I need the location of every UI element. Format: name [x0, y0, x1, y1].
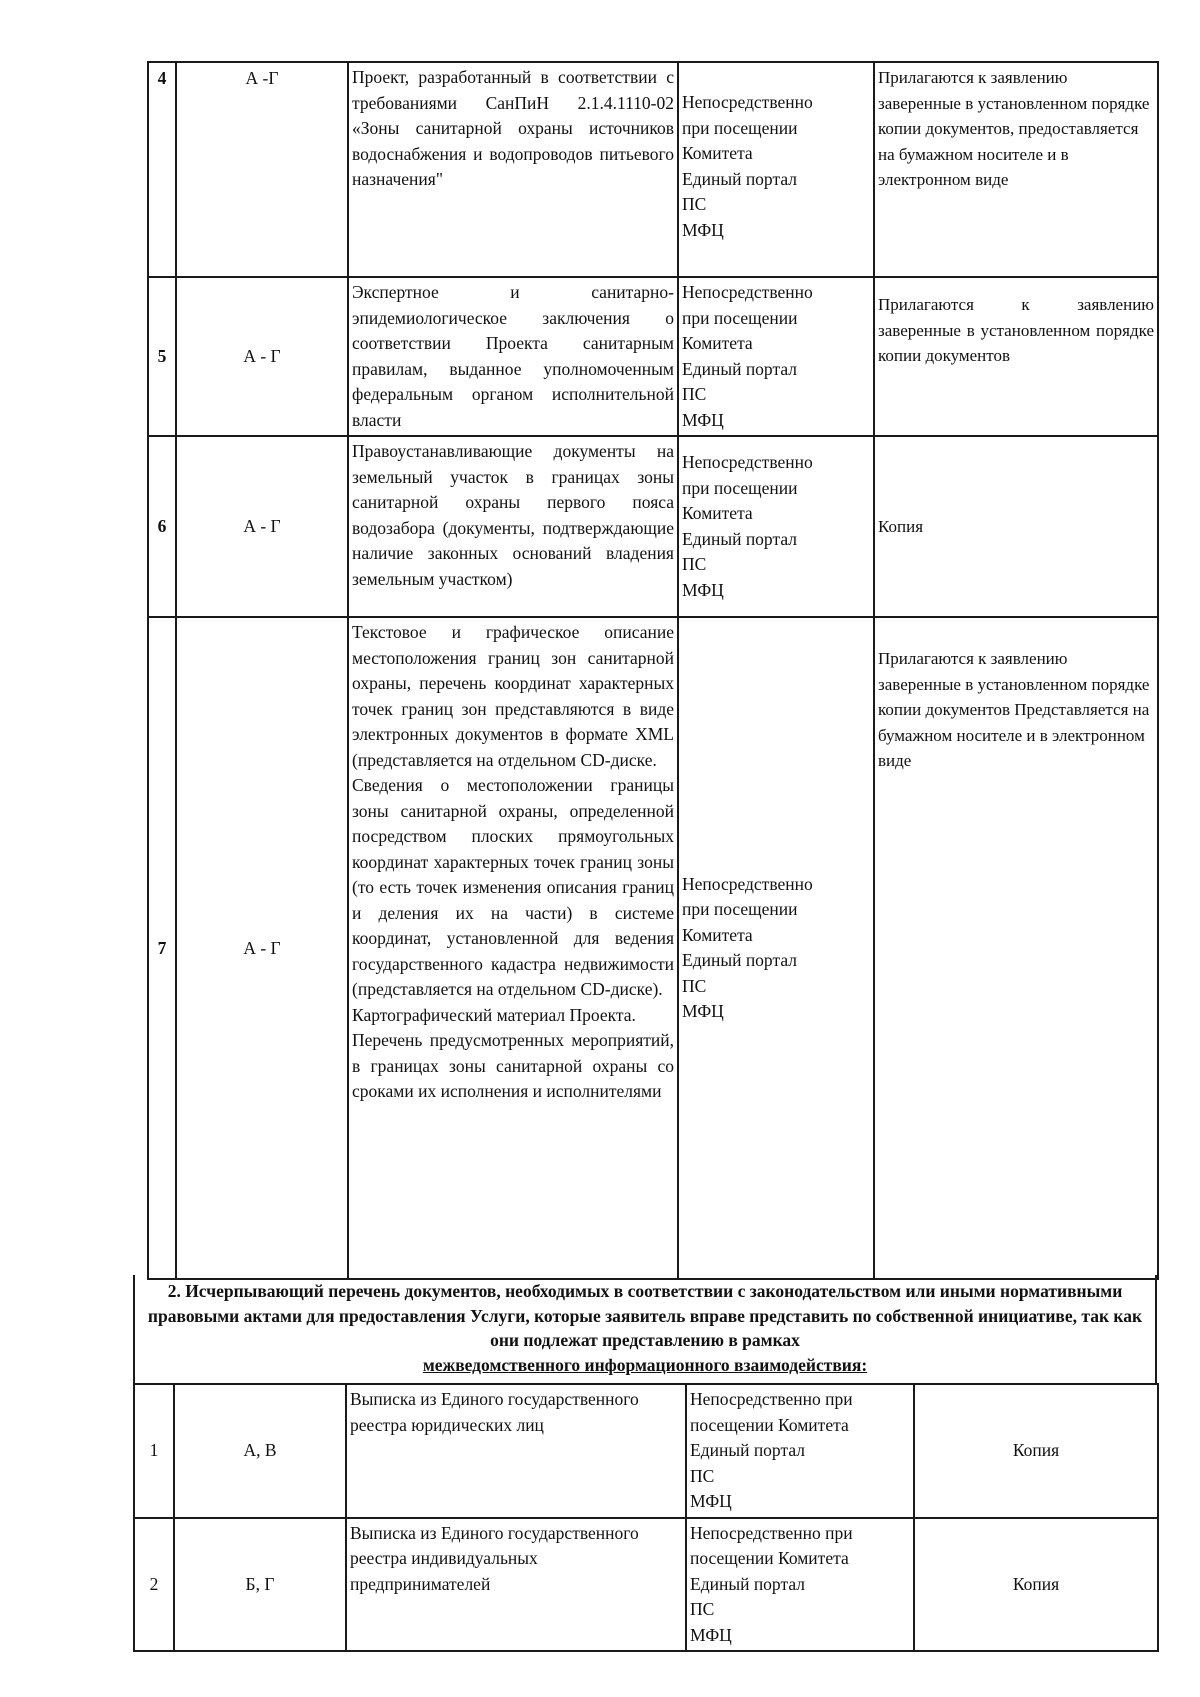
- table-row: [148, 277, 1158, 436]
- row-number: 4: [148, 62, 176, 277]
- document-note: Копия: [914, 1384, 1158, 1518]
- table-row: [134, 1518, 1158, 1652]
- submission-method: Непосредственно при посещении Комитета Единый портал ПС МФЦ: [686, 1518, 914, 1652]
- table-row: [148, 436, 1158, 617]
- submission-method: Непосредственно при посещении Комитета Единый портал ПС МФЦ: [686, 1384, 914, 1518]
- row-number: 2: [134, 1518, 174, 1652]
- document-description: Выписка из Единого государственного реестра индивидуальных предпринимателей: [346, 1518, 686, 1652]
- document-note: Прилагаются к заявлению заверенные в установленном порядке копии документов: [874, 277, 1158, 436]
- table-row: [148, 62, 1158, 277]
- document-description: Правоустанавливающие документы на земельный участок в границах зоны санитарной охраны первого пояса водозабора (документы, подтверждающие наличие законных оснований владения земельным участком): [348, 436, 678, 617]
- applicant-category: Б, Г: [174, 1518, 346, 1652]
- document-note: Прилагаются к заявлению заверенные в установленном порядке копии документов, предоставляется на бумажном носителе и в электронном виде: [874, 62, 1158, 277]
- applicant-category: А - Г: [176, 617, 348, 1279]
- applicant-category: А -Г: [176, 62, 348, 277]
- documents-table-part2: [133, 1383, 1159, 1652]
- document-description: Текстовое и графическое описание местоположения границ зон санитарной охраны, перечень координат характерных точек границ зон представляются в виде электронных документов в формате XML (представляется на отдельном CD-диске. Сведения о местоположении границы зоны санитарной охраны, определенной посредством плоских прямоугольных координат характерных точек границ зоны (то есть точек изменения описания границ и деления их на части) в системе координат, установленной для ведения государственного кадастра недвижимости (представляется на отдельном CD-диске). Картографический материал Проекта. Перечень предусмотренных мероприятий, в границах зоны санитарной охраны со сроками их исполнения и исполнителями: [348, 617, 678, 1279]
- submission-method: Непосредственно при посещении Комитета Единый портал ПС МФЦ: [678, 277, 874, 436]
- document-description: Выписка из Единого государственного реестра юридических лиц: [346, 1384, 686, 1518]
- document-description: Экспертное и санитарно-эпидемиологическое заключения о соответствии Проекта санитарным правилам, выданное уполномоченным федеральным органом исполнительной власти: [348, 277, 678, 436]
- submission-method: Непосредственно при посещении Комитета Единый портал ПС МФЦ: [678, 436, 874, 617]
- table-row: [148, 617, 1158, 1279]
- document-description: Проект, разработанный в соответствии с требованиями СанПиН 2.1.4.1110-02 «Зоны санитарной охраны источников водоснабжения и водопроводов питьевого назначения": [348, 62, 678, 277]
- submission-method: Непосредственно при посещении Комитета Единый портал ПС МФЦ: [678, 617, 874, 1279]
- row-number: 7: [148, 617, 176, 1279]
- applicant-category: А - Г: [176, 277, 348, 436]
- applicant-category: А - Г: [176, 436, 348, 617]
- document-note: Прилагаются к заявлению заверенные в установленном порядке копии документов Представляется на бумажном носителе и в электронном виде: [874, 617, 1158, 1279]
- submission-method: Непосредственно при посещении Комитета Единый портал ПС МФЦ: [678, 62, 874, 277]
- table-row: [134, 1384, 1158, 1518]
- row-number: 1: [134, 1384, 174, 1518]
- section-heading: 2. Исчерпывающий перечень документов, необходимых в соответствии с законодательством или иными нормативными правовыми актами для предоставления Услуги, которые заявитель вправе представить по собственной инициативе, так как они подлежат представлению в рамках межведомственного информационного взаимодействия:: [133, 1275, 1157, 1383]
- documents-table-part1: [147, 61, 1159, 1280]
- row-number: 5: [148, 277, 176, 436]
- document-note: Копия: [874, 436, 1158, 617]
- row-number: 6: [148, 436, 176, 617]
- document-note: Копия: [914, 1518, 1158, 1652]
- applicant-category: А, В: [174, 1384, 346, 1518]
